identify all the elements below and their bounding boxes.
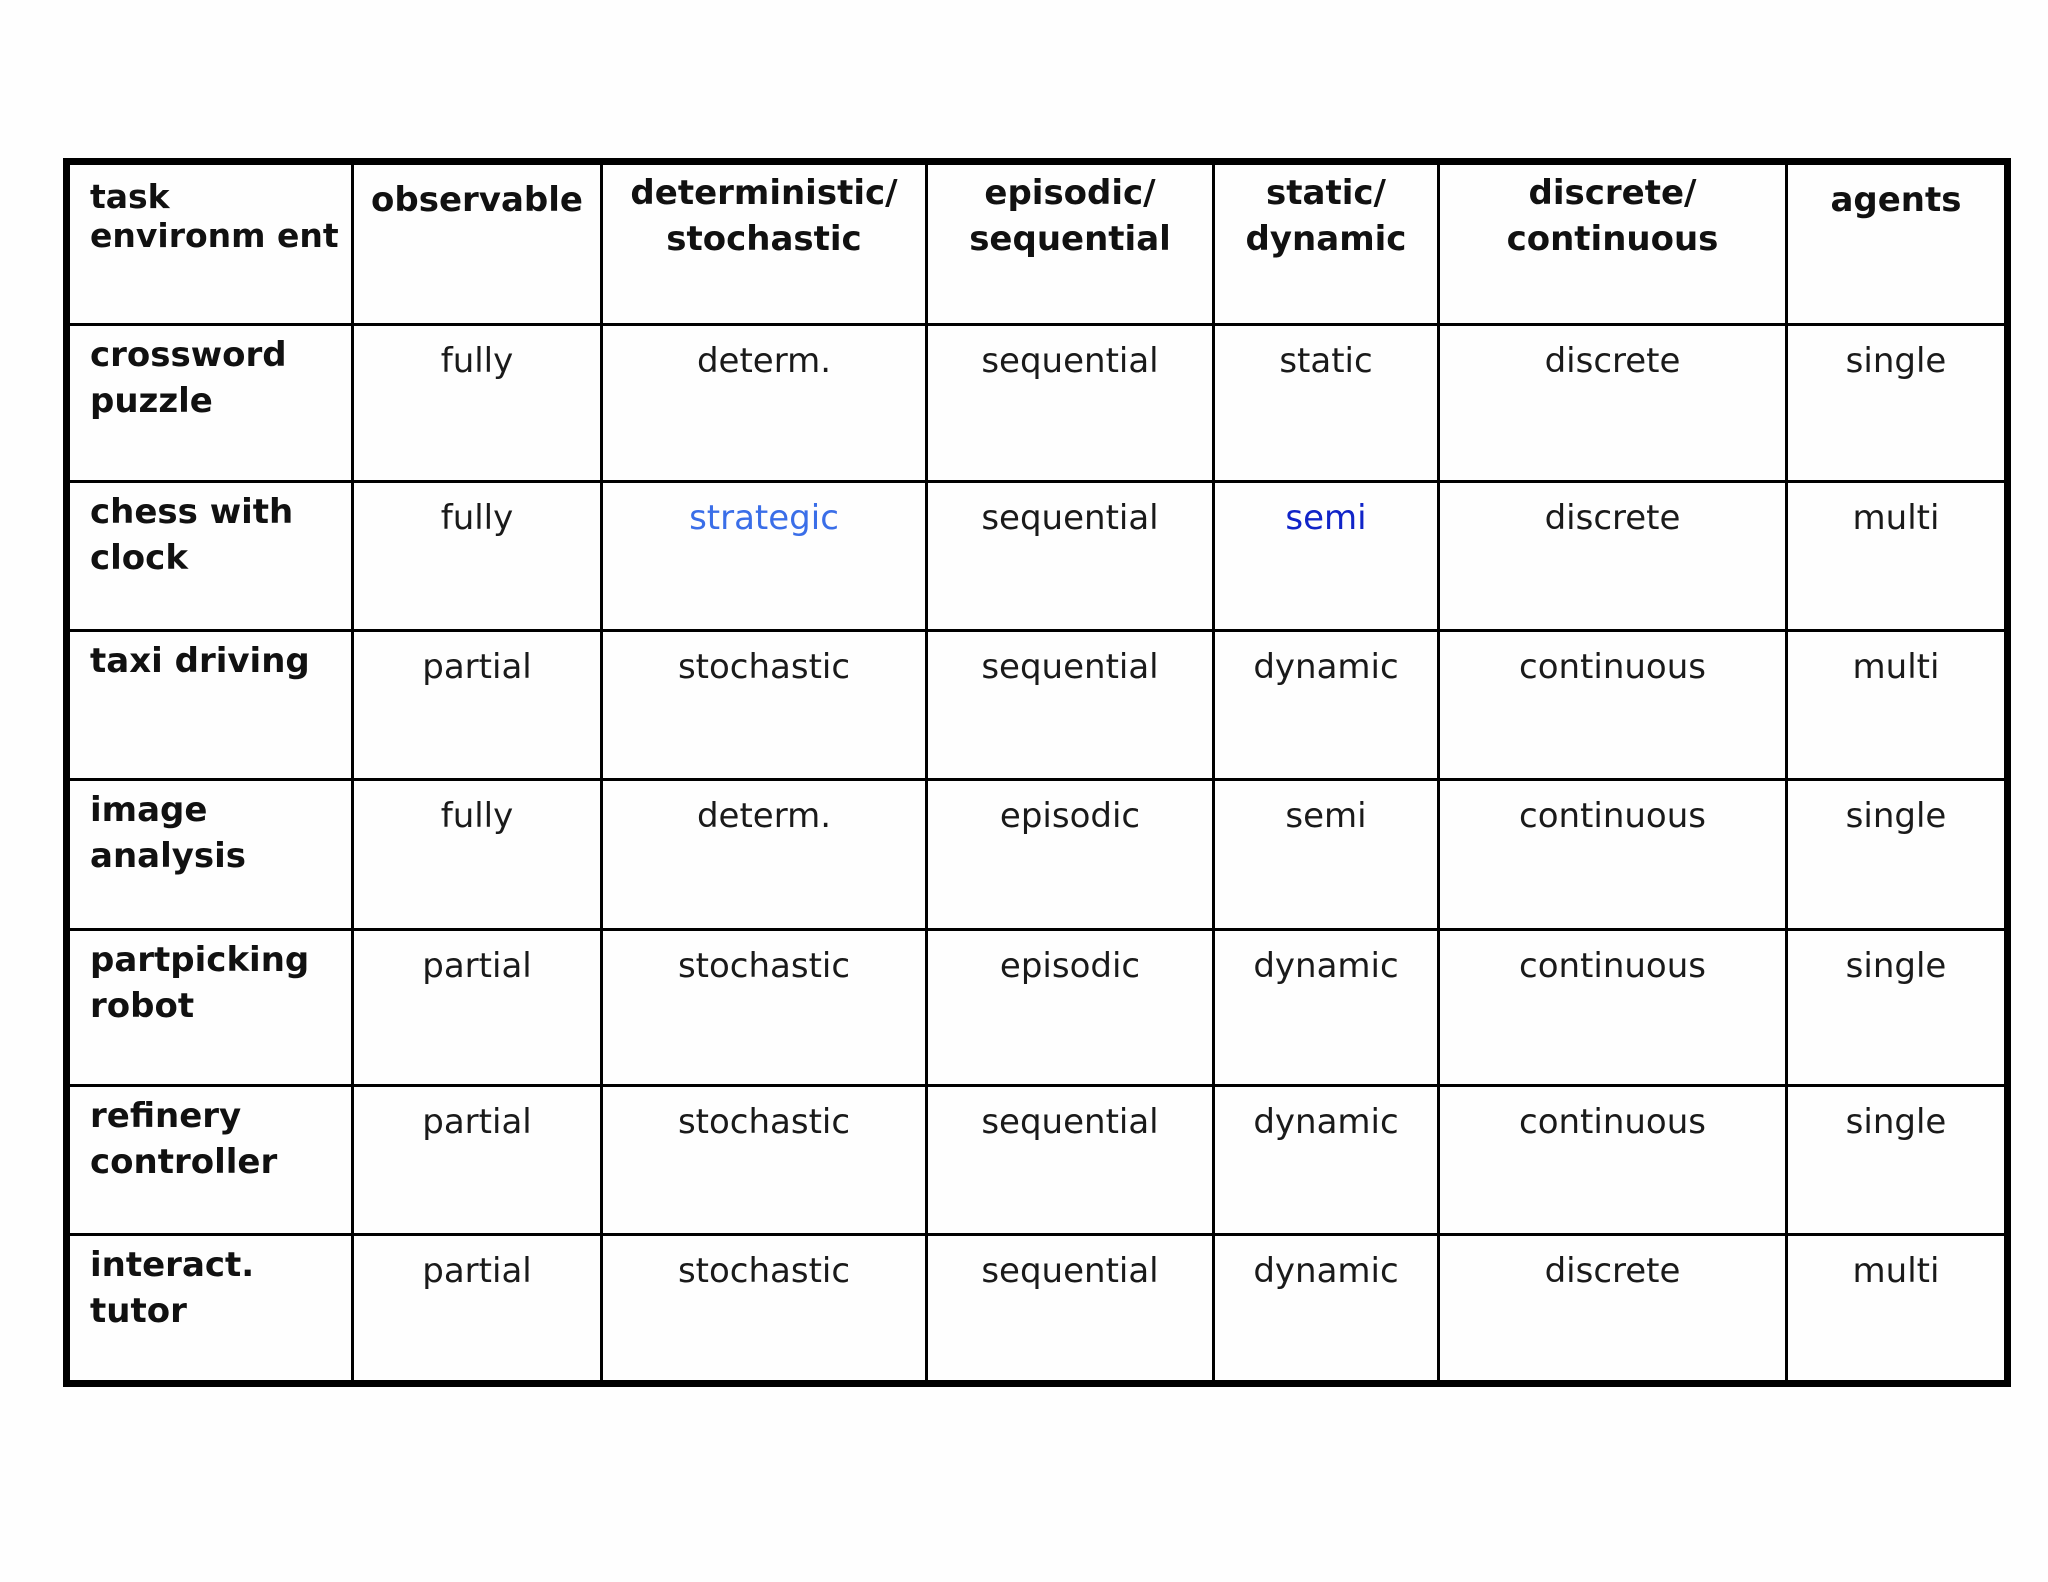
table-cell: fully <box>440 796 514 837</box>
table-cell: fully <box>440 498 514 539</box>
table-cell: continuous <box>1519 945 1706 986</box>
table-cell: determ. <box>696 796 832 837</box>
header-agents: agents <box>1787 162 2008 325</box>
table-row <box>67 1234 2008 1383</box>
table-cell: partial <box>422 1250 532 1291</box>
table-row <box>67 929 2008 1085</box>
header-task-environment: task environm ent <box>67 162 353 325</box>
table-cell: episodic <box>999 796 1141 837</box>
table-cell: multi <box>1852 1250 1940 1291</box>
table-cell: fully <box>440 341 514 382</box>
table-cell: sequential <box>981 341 1159 382</box>
row-label: interact. tutor <box>90 1244 255 1331</box>
row-label: taxi driving <box>90 641 310 682</box>
row-label: crossword puzzle <box>90 335 287 422</box>
table-cell-semi: semi <box>1285 498 1367 539</box>
table-cell: episodic <box>999 945 1141 986</box>
table-cell: semi <box>1285 796 1367 837</box>
table-cell: dynamic <box>1253 647 1399 688</box>
table-cell: sequential <box>981 647 1159 688</box>
table-cell: single <box>1845 1101 1947 1142</box>
table-cell: sequential <box>981 1250 1159 1291</box>
row-label: chess with clock <box>90 492 294 579</box>
table-cell: stochastic <box>677 1101 851 1142</box>
header-static-dynamic: static/ dynamic <box>1214 162 1439 325</box>
table-cell: continuous <box>1519 796 1706 837</box>
table-cell: dynamic <box>1253 945 1399 986</box>
table-cell: discrete <box>1544 1250 1681 1291</box>
table-cell: stochastic <box>677 647 851 688</box>
table-row <box>67 482 2008 631</box>
row-label: refinery controller <box>90 1095 278 1182</box>
table-cell: static <box>1279 341 1373 382</box>
table-cell: single <box>1845 341 1947 382</box>
table-cell: dynamic <box>1253 1250 1399 1291</box>
table-cell-strategic: strategic <box>689 498 839 539</box>
table-cell: discrete <box>1544 341 1681 382</box>
table-cell: continuous <box>1519 647 1706 688</box>
task-environment-table <box>63 158 2011 1387</box>
table-cell: stochastic <box>677 1250 851 1291</box>
row-label: image analysis <box>90 790 247 877</box>
table-cell: multi <box>1852 647 1940 688</box>
table-cell: sequential <box>981 1101 1159 1142</box>
table-cell: stochastic <box>677 945 851 986</box>
table-row <box>67 631 2008 780</box>
table-cell: single <box>1845 796 1947 837</box>
header-episodic-sequential: episodic/ sequential <box>927 162 1214 325</box>
table-cell: continuous <box>1519 1101 1706 1142</box>
table-cell: partial <box>422 1101 532 1142</box>
row-label: partpicking robot <box>90 939 310 1026</box>
table-row <box>67 325 2008 482</box>
table-cell: partial <box>422 945 532 986</box>
table-cell: dynamic <box>1253 1101 1399 1142</box>
table-cell: determ. <box>696 341 832 382</box>
header-row <box>67 162 2008 325</box>
header-observable: observable <box>353 162 602 325</box>
table-cell: multi <box>1852 498 1940 539</box>
table-cell: discrete <box>1544 498 1681 539</box>
header-discrete-continuous: discrete/ continuous <box>1439 162 1787 325</box>
table-row <box>67 1085 2008 1234</box>
table-cell: partial <box>422 647 532 688</box>
table-cell: single <box>1845 945 1947 986</box>
table-row <box>67 780 2008 929</box>
header-deterministic-stochastic: deterministic/ stochastic <box>602 162 927 325</box>
table-cell: sequential <box>981 498 1159 539</box>
